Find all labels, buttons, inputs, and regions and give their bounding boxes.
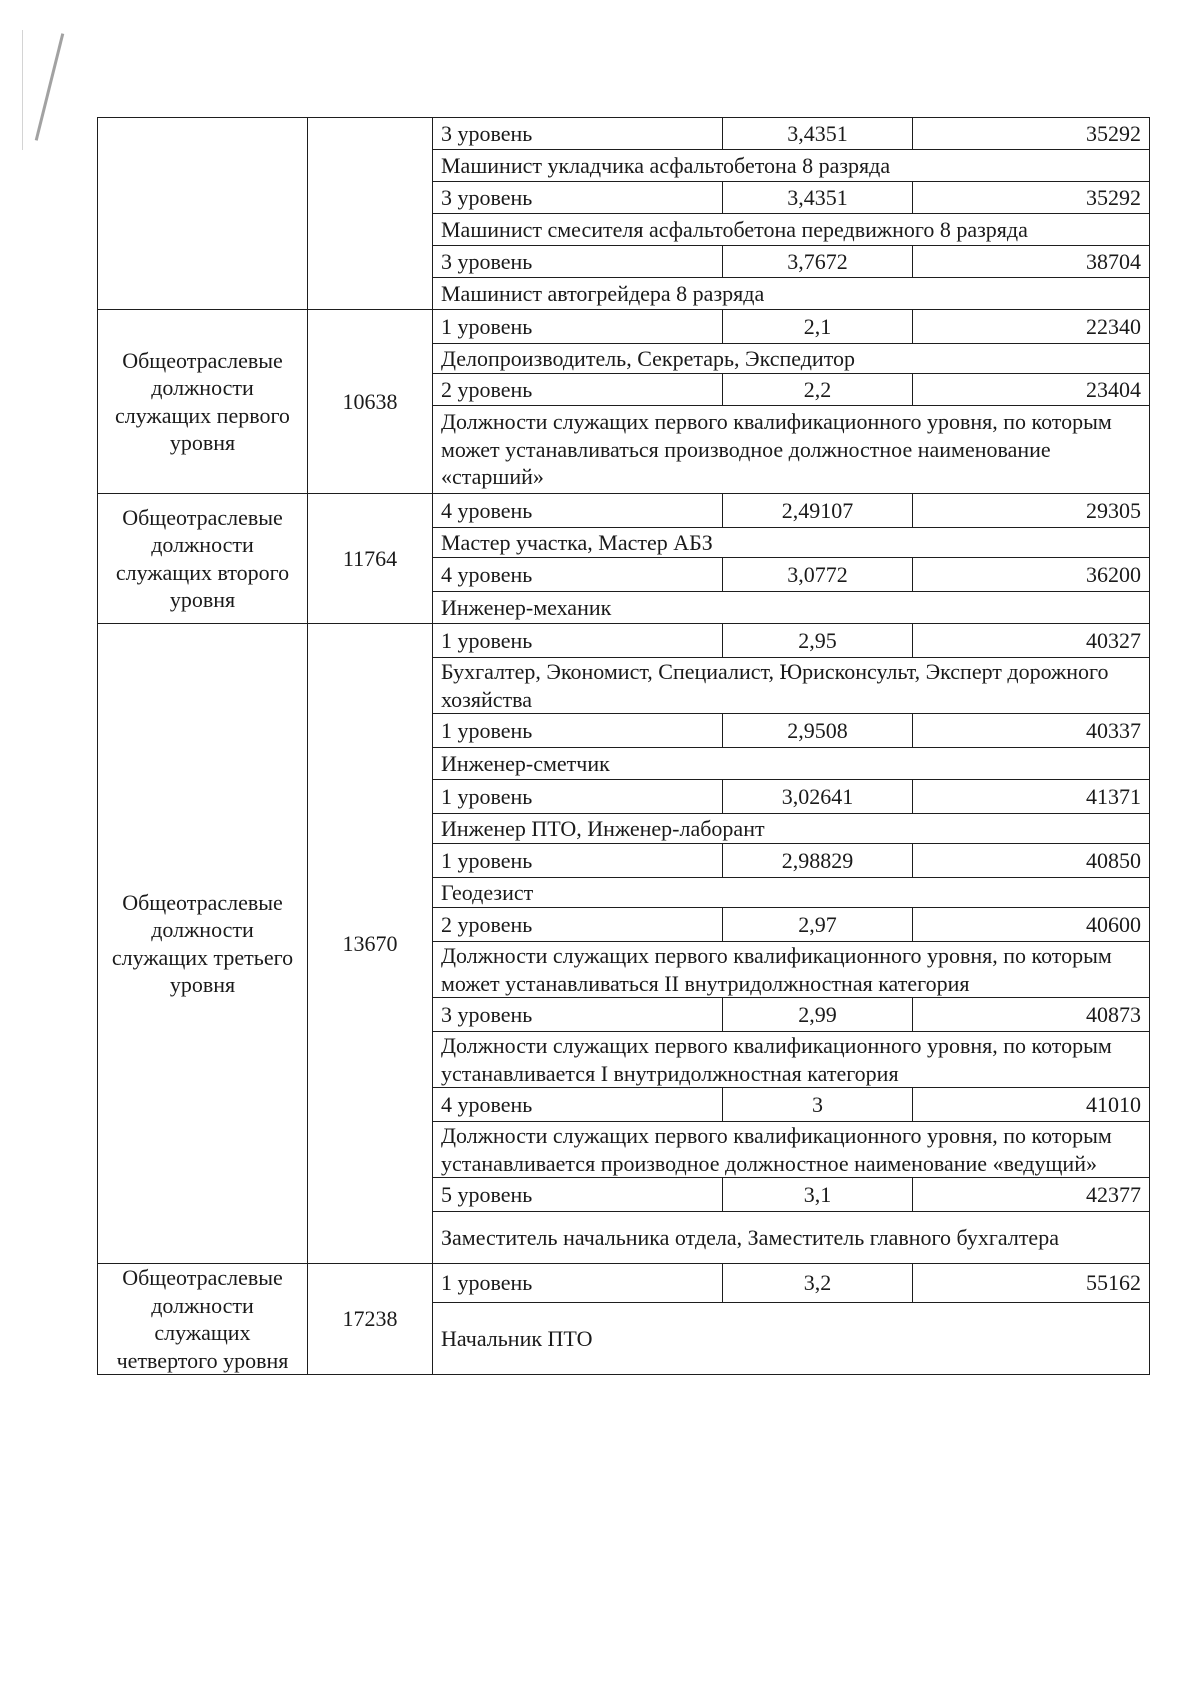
level-cell: 1 уровень bbox=[433, 624, 723, 658]
coefficient-cell: 3,1 bbox=[723, 1178, 913, 1212]
level-cell: 1 уровень bbox=[433, 714, 723, 748]
salary-cell: 23404 bbox=[913, 374, 1150, 406]
salary-table bbox=[97, 117, 1150, 1375]
table-row-level bbox=[98, 494, 1150, 528]
salary-cell: 40327 bbox=[913, 624, 1150, 658]
coefficient-cell: 2,98829 bbox=[723, 844, 913, 878]
coefficient-cell: 3,4351 bbox=[723, 182, 913, 214]
level-cell: 1 уровень bbox=[433, 1264, 723, 1303]
salary-cell: 36200 bbox=[913, 558, 1150, 592]
position-description-cell: Инженер-сметчик bbox=[433, 748, 1150, 780]
level-cell: 4 уровень bbox=[433, 1088, 723, 1122]
position-description-cell: Инженер ПТО, Инженер-лаборант bbox=[433, 814, 1150, 844]
coefficient-cell: 2,99 bbox=[723, 998, 913, 1032]
position-description-cell: Машинист смесителя асфальтобетона передвижного 8 разряда bbox=[433, 214, 1150, 246]
position-description-cell: Мастер участка, Мастер АБЗ bbox=[433, 528, 1150, 558]
table-row-level bbox=[98, 118, 1150, 150]
group-title-cell: Общеотраслевые должности служащих второго уровня bbox=[98, 494, 308, 624]
level-cell: 1 уровень bbox=[433, 310, 723, 344]
level-cell: 3 уровень bbox=[433, 998, 723, 1032]
position-description-cell: Делопроизводитель, Секретарь, Экспедитор bbox=[433, 344, 1150, 374]
level-cell: 3 уровень bbox=[433, 182, 723, 214]
salary-table-body bbox=[98, 118, 1150, 1375]
coefficient-cell: 2,49107 bbox=[723, 494, 913, 528]
position-description-cell: Начальник ПТО bbox=[433, 1303, 1150, 1375]
salary-cell: 40337 bbox=[913, 714, 1150, 748]
salary-cell: 42377 bbox=[913, 1178, 1150, 1212]
salary-cell: 40600 bbox=[913, 908, 1150, 942]
salary-cell: 38704 bbox=[913, 246, 1150, 278]
position-description-cell: Должности служащих первого квалификационного уровня, по которым устанавливается производное должностное наименование «ведущий» bbox=[433, 1122, 1150, 1178]
coefficient-cell: 3,4351 bbox=[723, 118, 913, 150]
group-base-amount-cell bbox=[308, 118, 433, 310]
salary-cell: 29305 bbox=[913, 494, 1150, 528]
coefficient-cell: 2,9508 bbox=[723, 714, 913, 748]
coefficient-cell: 3 bbox=[723, 1088, 913, 1122]
position-description-cell: Машинист укладчика асфальтобетона 8 разряда bbox=[433, 150, 1150, 182]
coefficient-cell: 2,1 bbox=[723, 310, 913, 344]
position-description-cell: Должности служащих первого квалификационного уровня, по которым может устанавливаться II внутридолжностная категория bbox=[433, 942, 1150, 998]
coefficient-cell: 3,2 bbox=[723, 1264, 913, 1303]
coefficient-cell: 2,95 bbox=[723, 624, 913, 658]
group-base-amount-cell: 13670 bbox=[308, 624, 433, 1264]
salary-cell: 40850 bbox=[913, 844, 1150, 878]
salary-cell: 35292 bbox=[913, 182, 1150, 214]
group-base-amount-cell: 11764 bbox=[308, 494, 433, 624]
position-description-cell: Машинист автогрейдера 8 разряда bbox=[433, 278, 1150, 310]
table-row-level bbox=[98, 310, 1150, 344]
scan-artifact bbox=[35, 33, 65, 140]
level-cell: 4 уровень bbox=[433, 558, 723, 592]
group-title-cell bbox=[98, 118, 308, 310]
level-cell: 2 уровень bbox=[433, 908, 723, 942]
group-base-amount-cell: 17238 bbox=[308, 1264, 433, 1375]
coefficient-cell: 3,02641 bbox=[723, 780, 913, 814]
salary-cell: 41371 bbox=[913, 780, 1150, 814]
scan-artifact bbox=[22, 30, 23, 150]
group-base-amount-cell: 10638 bbox=[308, 310, 433, 494]
table-row-level bbox=[98, 1264, 1150, 1303]
level-cell: 3 уровень bbox=[433, 118, 723, 150]
coefficient-cell: 3,7672 bbox=[723, 246, 913, 278]
level-cell: 3 уровень bbox=[433, 246, 723, 278]
position-description-cell: Должности служащих первого квалификационного уровня, по которым устанавливается I внутридолжностная категория bbox=[433, 1032, 1150, 1088]
coefficient-cell: 3,0772 bbox=[723, 558, 913, 592]
position-description-cell: Геодезист bbox=[433, 878, 1150, 908]
group-title-cell: Общеотраслевые должности служащих первого уровня bbox=[98, 310, 308, 494]
salary-cell: 40873 bbox=[913, 998, 1150, 1032]
salary-cell: 35292 bbox=[913, 118, 1150, 150]
salary-cell: 55162 bbox=[913, 1264, 1150, 1303]
salary-cell: 22340 bbox=[913, 310, 1150, 344]
level-cell: 4 уровень bbox=[433, 494, 723, 528]
group-title-cell: Общеотраслевые должности служащих третьего уровня bbox=[98, 624, 308, 1264]
group-title-cell: Общеотраслевые должности служащих четвертого уровня bbox=[98, 1264, 308, 1375]
position-description-cell: Бухгалтер, Экономист, Специалист, Юрисконсульт, Эксперт дорожного хозяйства bbox=[433, 658, 1150, 714]
level-cell: 2 уровень bbox=[433, 374, 723, 406]
coefficient-cell: 2,2 bbox=[723, 374, 913, 406]
level-cell: 1 уровень bbox=[433, 780, 723, 814]
position-description-cell: Должности служащих первого квалификационного уровня, по которым может устанавливаться производное должностное наименование «старший» bbox=[433, 406, 1150, 494]
table-row-level bbox=[98, 624, 1150, 658]
coefficient-cell: 2,97 bbox=[723, 908, 913, 942]
position-description-cell: Инженер-механик bbox=[433, 592, 1150, 624]
level-cell: 1 уровень bbox=[433, 844, 723, 878]
salary-cell: 41010 bbox=[913, 1088, 1150, 1122]
level-cell: 5 уровень bbox=[433, 1178, 723, 1212]
position-description-cell: Заместитель начальника отдела, Заместитель главного бухгалтера bbox=[433, 1212, 1150, 1264]
